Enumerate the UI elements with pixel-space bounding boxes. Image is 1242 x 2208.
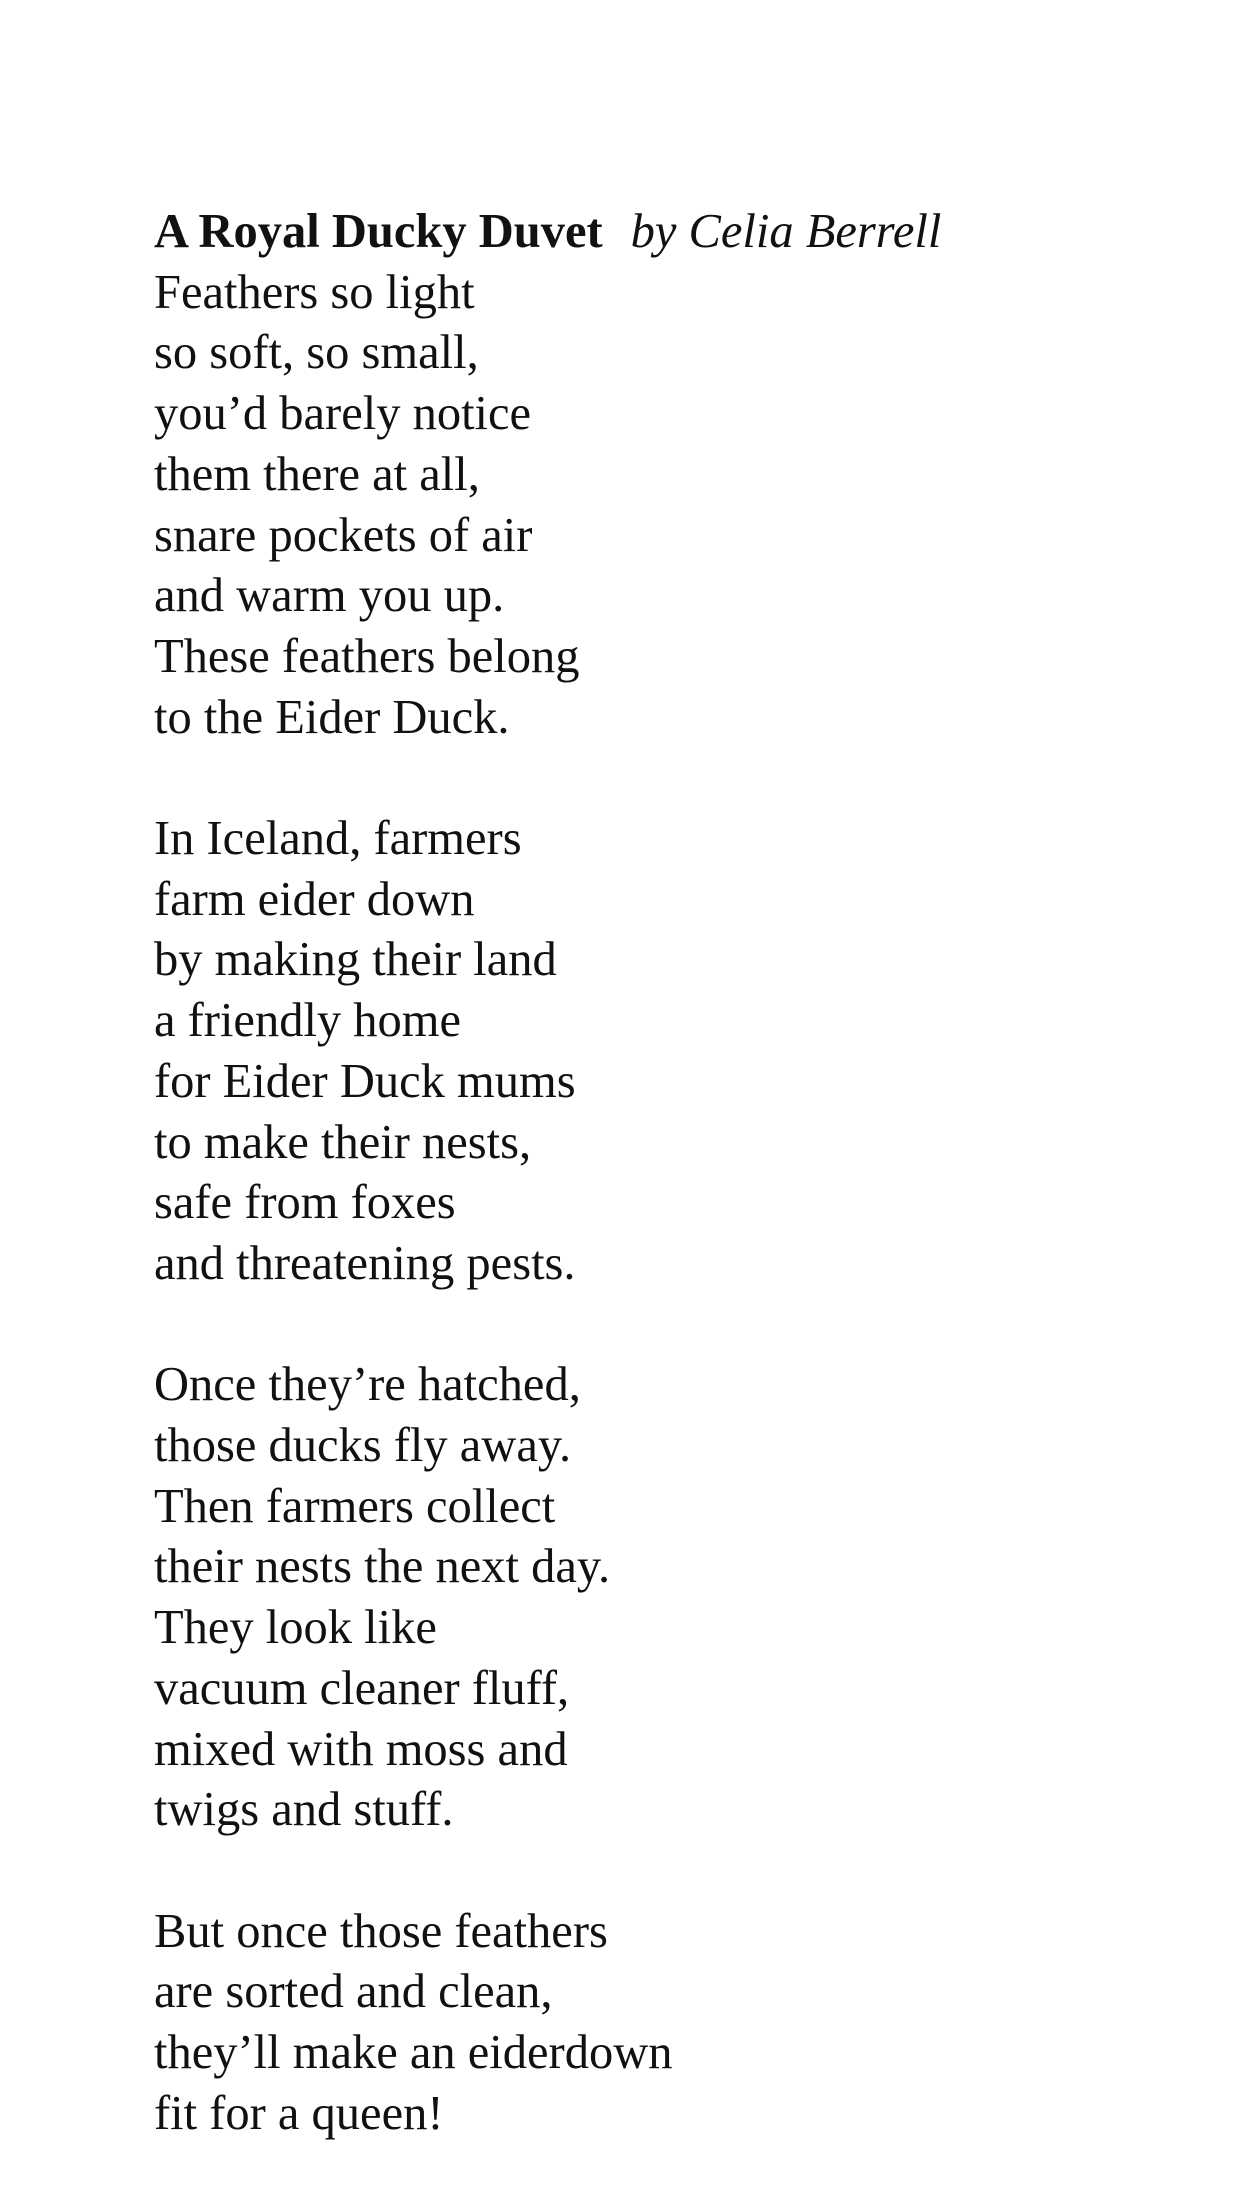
- poem-line: so soft, so small,: [154, 326, 479, 380]
- poem-line: you’d barely notice: [154, 387, 532, 441]
- poem-line: farm eider down: [154, 872, 475, 926]
- poem-line: to the Eider Duck.: [154, 690, 510, 744]
- poem: [154, 202, 1154, 2144]
- poem-title: A Royal Ducky Duvet: [154, 205, 603, 258]
- poem-line: are sorted and clean,: [154, 1965, 553, 2019]
- poem-line: mixed with moss and: [154, 1722, 568, 1776]
- poem-line: They look like: [154, 1601, 437, 1655]
- poem-line: safe from foxes: [154, 1176, 456, 1230]
- poem-line: their nests the next day.: [154, 1540, 611, 1594]
- poem-line: a friendly home: [154, 994, 462, 1048]
- poem-line: by making their land: [154, 933, 557, 987]
- poem-line: and threatening pests.: [154, 1236, 576, 1290]
- poem-heading: [154, 202, 1154, 263]
- stanza-2: [154, 809, 1154, 1295]
- poem-line: vacuum cleaner fluff,: [154, 1661, 570, 1715]
- poem-line: fit for a queen!: [154, 2086, 444, 2140]
- poem-line: snare pockets of air: [154, 508, 533, 562]
- poem-line: those ducks fly away.: [154, 1419, 572, 1473]
- stanza-3: [154, 1355, 1154, 1841]
- poem-line: But once those feathers: [154, 1904, 608, 1958]
- poem-line: them there at all,: [154, 447, 480, 501]
- poem-line: In Iceland, farmers: [154, 812, 522, 866]
- poem-line: for Eider Duck mums: [154, 1054, 576, 1108]
- stanza-4: [154, 1902, 1154, 2145]
- poem-line: These feathers belong: [154, 629, 580, 683]
- poem-line: Then farmers collect: [154, 1479, 556, 1533]
- poem-line: and warm you up.: [154, 569, 505, 623]
- poem-line: Once they’re hatched,: [154, 1358, 581, 1412]
- poem-author: by Celia Berrell: [630, 205, 942, 258]
- poem-line: Feathers so light: [154, 265, 475, 319]
- poem-line: to make their nests,: [154, 1115, 532, 1169]
- stanza-1: [154, 263, 1154, 749]
- poem-line: they’ll make an eiderdown: [154, 2026, 673, 2080]
- poem-line: twigs and stuff.: [154, 1783, 454, 1837]
